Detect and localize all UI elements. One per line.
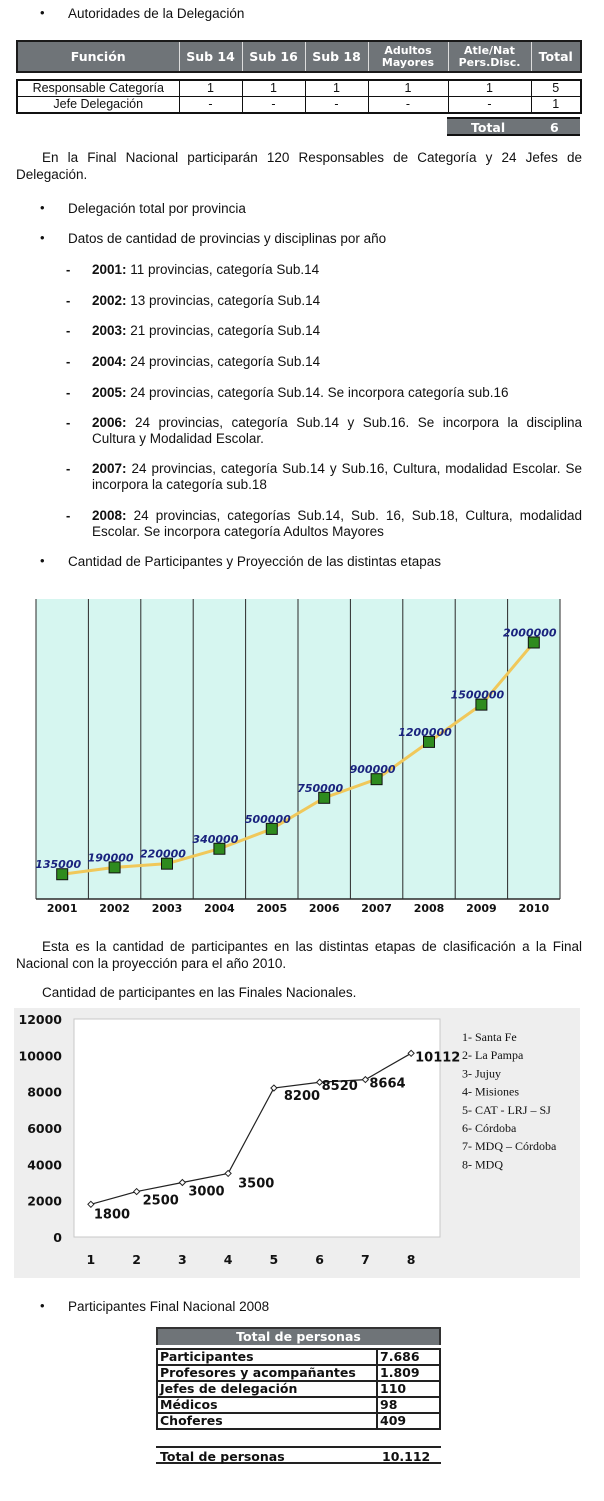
year-label: 2008: — [92, 508, 127, 523]
table-cell: Médicos — [157, 1397, 377, 1413]
legend-entry: 2- La Pampa — [462, 1048, 524, 1063]
x-tick-label: 2004 — [204, 902, 235, 914]
table1-total-box — [447, 117, 580, 136]
x-tick-label: 2005 — [256, 902, 288, 914]
bullet-marker: • — [40, 1298, 45, 1313]
x-tick-label: 2009 — [466, 902, 497, 914]
section-heading-authorities: Autoridades de la Delegación — [68, 6, 245, 21]
table-cell: Profesores y acompañantes — [157, 1365, 377, 1381]
table-row — [157, 1349, 440, 1365]
data-label: 190000 — [87, 851, 134, 865]
data-label: 220000 — [140, 847, 186, 861]
dash-marker: - — [66, 385, 71, 400]
table-cell: 5 — [531, 80, 581, 97]
table-cell: 1.809 — [377, 1365, 440, 1381]
data-label: 1500000 — [450, 688, 505, 702]
x-tick-label: 6 — [315, 1252, 324, 1267]
participants-projection-chart — [24, 599, 572, 914]
dash-marker: - — [66, 415, 71, 430]
year-label: 2005: — [92, 385, 127, 400]
dash-marker: - — [66, 508, 71, 523]
bullet-datos-cantidad: Datos de cantidad de provincias y disciplinas por año — [68, 231, 387, 246]
year-label: 2006: — [92, 415, 127, 430]
data-label: 1200000 — [398, 725, 452, 739]
dash-marker: - — [66, 262, 71, 277]
table-cell: Choferes — [157, 1413, 377, 1429]
data-label: 2000000 — [503, 626, 557, 640]
y-tick-label: 0 — [53, 1230, 62, 1245]
dash-marker: - — [66, 293, 71, 308]
bullet-marker: • — [40, 5, 45, 20]
year-item — [92, 508, 582, 540]
plot-area — [74, 1019, 440, 1237]
year-description: 24 provincias, categoría Sub.14 y Sub.16, Cultura, modalidad Escolar. Se incorpora la categoría sub.18 — [92, 461, 582, 492]
legend-entry: 4- Misiones — [462, 1084, 519, 1099]
year-item — [92, 354, 582, 370]
y-tick-label: 2000 — [27, 1193, 62, 1209]
data-label: 2500 — [142, 1193, 179, 1209]
table-row — [17, 97, 581, 114]
paragraph-clasificacion: Esta es la cantidad de participantes en las distintas etapas de clasificación a la Final Nacional con la proyección para el año 2010. — [16, 939, 582, 971]
bullet-marker: • — [40, 200, 45, 215]
legend-entry: 7- MDQ – Córdoba — [462, 1139, 557, 1154]
data-label: 340000 — [192, 832, 239, 846]
year-description: 24 provincias, categoría Sub.14. Se incorpora categoría sub.16 — [126, 385, 509, 400]
table-cell: - — [242, 97, 305, 114]
x-tick-label: 2002 — [99, 902, 130, 914]
table3-total-row — [156, 1446, 441, 1464]
header-sub14: Sub 14 — [179, 41, 242, 72]
data-label: 8520 — [321, 1079, 358, 1095]
table-cell: 1 — [179, 80, 242, 97]
table-row — [157, 1397, 440, 1413]
table-cell: Jefe Delegación — [17, 97, 179, 114]
data-label: 1800 — [93, 1207, 131, 1223]
x-tick-label: 2 — [132, 1252, 141, 1267]
table-row — [17, 80, 581, 97]
table-cell: - — [368, 97, 448, 114]
year-description: 24 provincias, categoría Sub.14 — [126, 354, 321, 369]
table-row — [157, 1381, 440, 1397]
table-cell: 1 — [448, 80, 531, 97]
bullet-participantes-2008: Participantes Final Nacional 2008 — [68, 1299, 270, 1314]
table-cell: Responsable Categoría — [17, 80, 179, 97]
year-description: 21 provincias, categoría Sub.14 — [126, 323, 321, 338]
table1-total-value: 6 — [550, 120, 559, 135]
table3-body — [156, 1348, 441, 1430]
legend-entry: 1- Santa Fe — [462, 1030, 517, 1044]
year-label: 2007: — [92, 461, 127, 476]
table-cell: 1 — [368, 80, 448, 97]
table1-total-label: Total — [471, 120, 506, 135]
header-total: Total — [531, 41, 581, 72]
y-tick-label: 4000 — [27, 1157, 62, 1173]
legend-entry: 8- MDQ — [462, 1157, 503, 1172]
table3-total-value: 10.112 — [382, 1449, 431, 1464]
data-label: 3500 — [238, 1176, 275, 1192]
legend-entry: 6- Córdoba — [462, 1121, 517, 1135]
paragraph-final-nacional: En la Final Nacional participarán 120 Responsables de Categoría y 24 Jefes de Delegación. — [16, 150, 582, 182]
year-item — [92, 461, 582, 493]
x-tick-label: 2008 — [413, 902, 445, 914]
table-cell: Jefes de delegación — [157, 1381, 377, 1397]
x-tick-label: 1 — [86, 1252, 96, 1267]
year-item — [92, 385, 582, 401]
table-cell: Participantes — [157, 1349, 377, 1365]
x-tick-label: 3 — [178, 1252, 187, 1267]
data-label: 500000 — [244, 812, 291, 826]
bullet-participantes-proyeccion: Cantidad de Participantes y Proyección de las distintas etapas — [68, 554, 441, 569]
table3-total-label: Total de personas — [160, 1449, 285, 1464]
x-tick-label: 4 — [223, 1252, 233, 1267]
x-tick-label: 7 — [361, 1252, 370, 1267]
y-tick-label: 6000 — [27, 1121, 62, 1136]
year-item — [92, 262, 582, 278]
x-tick-label: 8 — [406, 1252, 416, 1267]
data-label: 8664 — [369, 1076, 406, 1092]
table-cell: - — [448, 97, 531, 114]
dash-marker: - — [66, 461, 71, 476]
table-cell: - — [179, 97, 242, 114]
data-label: 900000 — [349, 763, 396, 777]
x-tick-label: 2001 — [46, 902, 78, 914]
x-tick-label: 2010 — [518, 902, 550, 914]
table-row — [157, 1365, 440, 1381]
data-label: 10112 — [415, 1050, 461, 1066]
year-description: 11 provincias, categoría Sub.14 — [126, 262, 320, 277]
dash-marker: - — [66, 323, 71, 338]
y-tick-label: 10000 — [18, 1048, 62, 1064]
year-item — [92, 323, 582, 339]
authorities-table — [16, 40, 582, 114]
year-item — [92, 415, 582, 447]
finales-nacionales-chart — [14, 1008, 580, 1278]
table-cell: 409 — [377, 1413, 440, 1429]
x-tick-label: 2007 — [361, 902, 392, 914]
header-adultos: Adultos Mayores — [368, 41, 448, 72]
year-item — [92, 293, 582, 309]
data-label: 750000 — [297, 781, 344, 795]
dash-marker: - — [66, 354, 71, 369]
year-description: 24 provincias, categoría Sub.14 y Sub.16. Se incorpora la disciplina Cultura y Modalidad Escolar. — [92, 415, 582, 446]
table-row — [157, 1413, 440, 1429]
data-label: 3000 — [188, 1184, 225, 1200]
bullet-marker: • — [40, 553, 45, 568]
table-cell: 1 — [305, 80, 368, 97]
header-atle: Atle/Nat Pers.Disc. — [448, 41, 531, 72]
year-label: 2003: — [92, 323, 127, 338]
year-label: 2004: — [92, 354, 127, 369]
year-label: 2001: — [92, 262, 127, 277]
table3-title: Total de personas — [156, 1327, 441, 1345]
x-tick-label: 2006 — [308, 902, 340, 914]
table-cell: 98 — [377, 1397, 440, 1413]
year-label: 2002: — [92, 293, 127, 308]
data-label: 135000 — [35, 858, 82, 872]
bullet-marker: • — [40, 230, 45, 245]
x-tick-label: 5 — [269, 1252, 279, 1267]
table-cell: - — [305, 97, 368, 114]
bullet-delegacion-total: Delegación total por provincia — [68, 201, 246, 216]
y-tick-label: 12000 — [18, 1012, 62, 1027]
header-funcion: Función — [17, 41, 179, 72]
x-tick-label: 2003 — [151, 902, 183, 914]
y-tick-label: 8000 — [27, 1084, 62, 1100]
table-cell: 1 — [242, 80, 305, 97]
header-sub18: Sub 18 — [305, 41, 368, 72]
year-description: 24 provincias, categorías Sub.14, Sub. 16, Sub.18, Cultura, modalidad Escolar. Se incorpora categoría Adultos Mayores — [92, 508, 582, 539]
legend-entry: 5- CAT - LRJ – SJ — [462, 1102, 551, 1117]
legend-entry: 3- Jujuy — [462, 1066, 501, 1081]
paragraph-finales: Cantidad de participantes en las Finales Nacionales. — [42, 985, 357, 1000]
table-cell: 110 — [377, 1381, 440, 1397]
header-sub16: Sub 16 — [242, 41, 305, 72]
table-cell: 7.686 — [377, 1349, 440, 1365]
year-description: 13 provincias, categoría Sub.14 — [126, 293, 321, 308]
table-cell: 1 — [531, 97, 581, 114]
data-label: 8200 — [283, 1089, 321, 1105]
total-personas-table — [156, 1327, 441, 1430]
